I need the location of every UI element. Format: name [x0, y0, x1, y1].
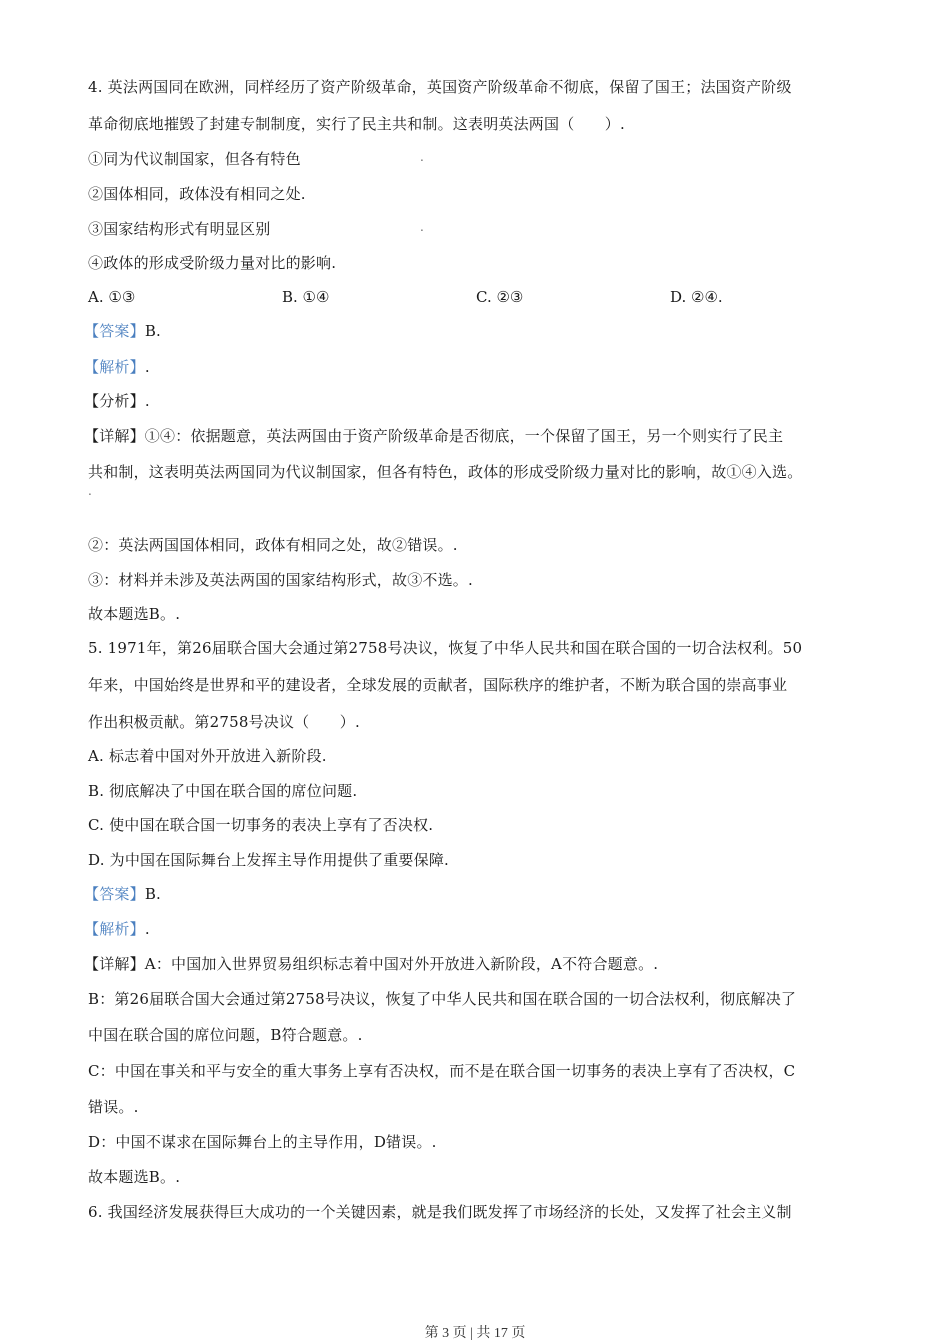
- q5-detail-line-4: C：中国在事关和平与安全的重大事务上享有否决权，而不是在联合国一切事务的表决上享有了否决权，C: [88, 1062, 796, 1080]
- q4-detail-line-2: 共和制，这表明英法两国同为代议制国家，但各有特色，政体的形成受阶级力量对比的影响，故①④入选。: [88, 463, 803, 481]
- q5-option-b: B. 彻底解决了中国在联合国的席位问题.: [88, 782, 358, 800]
- q4-option-c: C. ②③: [476, 288, 524, 306]
- q5-answer: [84, 884, 161, 904]
- q4-analysis: 【解析】.: [84, 358, 150, 376]
- stray-mark: .: [420, 220, 424, 234]
- q5-detail-line-1: 【详解】A：中国加入世界贸易组织标志着中国对外开放进入新阶段，A不符合题意。.: [84, 955, 659, 973]
- q4-stem-line-2: 革命彻底地摧毁了封建专制制度，实行了民主共和制。这表明英法两国（ ）.: [88, 115, 625, 133]
- q4-option-a: A. ①③: [88, 288, 136, 306]
- q4-conclusion: 故本题选B。.: [88, 605, 181, 623]
- q5-option-d: D. 为中国在国际舞台上发挥主导作用提供了重要保障.: [88, 851, 449, 869]
- fenxi-label: 【分析】: [84, 392, 145, 410]
- answer-label: 【答案】: [84, 885, 145, 903]
- analysis-label: 【解析】: [84, 358, 145, 376]
- q4-item-1: ①同为代议制国家，但各有特色: [88, 150, 301, 168]
- q4-detail-line-1: 【详解】①④：依据题意，英法两国由于资产阶级革命是否彻底，一个保留了国王，另一个则实行了民主: [84, 427, 784, 445]
- q4-detail-line-4: ③：材料并未涉及英法两国的国家结构形式，故③不选。.: [88, 571, 473, 589]
- q4-stem-line-1: 4. 英法两国同在欧洲，同样经历了资产阶级革命，英国资产阶级革命不彻底，保留了国王；法国资产阶级: [88, 78, 792, 96]
- analysis-label: 【解析】: [84, 920, 145, 938]
- q4-detail-line-3: ②：英法两国国体相同，政体有相同之处，故②错误。.: [88, 536, 458, 554]
- q5-detail-line-3: 中国在联合国的席位问题，B符合题意。.: [88, 1026, 363, 1044]
- q4-option-d: D. ②④.: [670, 288, 723, 306]
- q5-option-a: A. 标志着中国对外开放进入新阶段.: [88, 747, 327, 765]
- q5-detail-line-5: 错误。.: [88, 1098, 139, 1116]
- q5-detail-line-2: B：第26届联合国大会通过第2758号决议，恢复了中华人民共和国在联合国的一切合法权利，彻底解决了: [88, 990, 797, 1008]
- q4-item-3: ③国家结构形式有明显区别: [88, 220, 271, 238]
- q5-stem-line-1: 5. 1971年，第26届联合国大会通过第2758号决议，恢复了中华人民共和国在联合国的一切合法权利。50: [88, 639, 803, 657]
- q5-conclusion: 故本题选B。.: [88, 1168, 181, 1186]
- q4-fenxi: 【分析】.: [84, 392, 150, 410]
- answer-value: B.: [144, 885, 162, 903]
- q5-option-c: C. 使中国在联合国一切事务的表决上享有了否决权.: [88, 816, 434, 834]
- q4-option-b: B. ①④: [282, 288, 330, 306]
- answer-label: 【答案】: [84, 322, 145, 340]
- q4-item-4: ④政体的形成受阶级力量对比的影响.: [88, 254, 337, 272]
- answer-value: B.: [144, 322, 162, 340]
- q4-item-2: ②国体相同，政体没有相同之处.: [88, 185, 306, 203]
- q5-analysis: 【解析】.: [84, 920, 150, 938]
- q5-stem-line-2: 年来，中国始终是世界和平的建设者，全球发展的贡献者，国际秩序的维护者，不断为联合国的崇高事业: [88, 676, 788, 694]
- page-indicator: 第 3 页 | 共 17 页: [424, 1326, 526, 1341]
- stray-mark: .: [88, 484, 92, 498]
- q6-stem-line-1: 6. 我国经济发展获得巨大成功的一个关键因素，就是我们既发挥了市场经济的长处，又发挥了社会主义制: [88, 1203, 792, 1221]
- stray-mark: .: [420, 150, 424, 164]
- q5-stem-line-3: 作出积极贡献。第2758号决议（ ）.: [88, 713, 360, 731]
- q5-detail-line-6: D：中国不谋求在国际舞台上的主导作用，D错误。.: [88, 1133, 437, 1151]
- q4-answer: [84, 321, 161, 341]
